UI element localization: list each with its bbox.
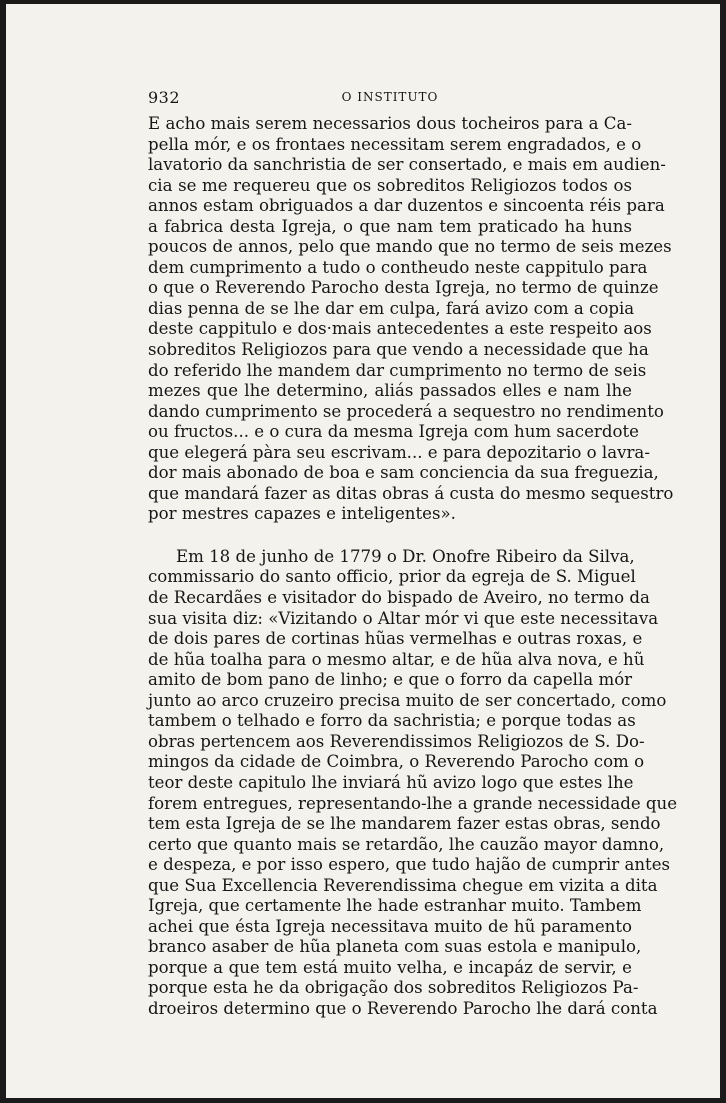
text-line: teor deste capitulo lhe inviará hũ avizo logo que estes lhe	[148, 772, 634, 792]
text-line: e despeza, e por isso espero, que tudo hajão de cumprir antes	[148, 855, 671, 875]
text-line: obras pertencem aos Reverendissimos Religiozos de S. Do-	[148, 731, 645, 751]
text-line: forem entregues, representando-lhe a grande necessidade que	[148, 793, 678, 813]
paragraph-1	[148, 114, 674, 525]
text-line: ou fructos... e o cura da mesma Igreja com hum sacerdote	[148, 422, 639, 442]
text-line: commissario do santo officio, prior da egreja de S. Miguel	[148, 567, 636, 587]
text-line: que Sua Excellencia Reverendissima chegue em vizita a dita	[148, 875, 658, 895]
text-line: sobreditos Religiozos para que vendo a necessidade que ha	[148, 340, 649, 360]
text-line: dem cumprimento a tudo o contheudo neste cappitulo para	[148, 257, 648, 277]
running-head	[148, 88, 632, 114]
text-line: do referido lhe mandem dar cumprimento no termo de seis	[148, 360, 647, 380]
scanned-page	[6, 4, 720, 1098]
text-line: sua visita diz: «Vizitando o Altar mór vi que este necessitava	[148, 608, 659, 628]
text-line: certo que quanto mais se retardão, lhe cauzão mayor damno,	[148, 834, 665, 854]
text-line: de dois pares de cortinas hũas vermelhas e outras roxas, e	[148, 629, 643, 649]
text-line: que elegerá pàra seu escrivam... e para depozitario o lavra-	[148, 442, 650, 462]
paragraph-2	[148, 546, 678, 1020]
text-line: dias penna de se lhe dar em culpa, fará avizo com a copia	[148, 298, 635, 318]
text-line: o que o Reverendo Parocho desta Igreja, no termo de quinze	[148, 278, 659, 298]
text-line: Igreja, que certamente lhe hade estranhar muito. Tambem	[148, 896, 642, 916]
text-line: achei que ésta Igreja necessitava muito de hũ paramento	[148, 916, 632, 936]
page-body	[148, 88, 678, 1020]
text-line: junto ao arco cruzeiro precisa muito de ser concertado, como	[148, 690, 667, 710]
text-line: porque a que tem está muito velha, e incapáz de servir, e	[148, 957, 632, 977]
text-line: pella mór, e os frontaes necessitam serem engradados, e o	[148, 134, 642, 154]
text-line: que mandará fazer as ditas obras á custa do mesmo sequestro	[148, 483, 674, 503]
text-line: Em 18 de junho de 1779 o Dr. Onofre Ribeiro da Silva,	[176, 546, 635, 566]
page-number: 932	[148, 88, 181, 107]
text-line: de hũa toalha para o mesmo altar, e de hũa alva nova, e hũ	[148, 649, 645, 669]
text-line: mingos da cidade de Coimbra, o Reverendo Parocho com o	[148, 752, 645, 772]
text-line: E acho mais serem necessarios dous tocheiros para a Ca-	[148, 114, 632, 133]
text-line: poucos de annos, pelo que mando que no termo de seis mezes	[148, 237, 672, 257]
text-line: deste cappitulo e dos·mais antecedentes a este respeito aos	[148, 319, 652, 339]
text-line: dando cumprimento se procederá a sequestro no rendimento	[148, 401, 664, 421]
text-line: dor mais abonado de boa e sam conciencia da sua freguezia,	[148, 463, 659, 483]
text-line: tambem o telhado e forro da sachristia; e porque todas as	[148, 711, 636, 731]
text-line: branco asaber de hũa planeta com suas estola e manipulo,	[148, 937, 642, 957]
text-line: a fabrica desta Igreja, o que nam tem praticado ha huns	[148, 216, 632, 236]
text-line: droeiros determino que o Reverendo Parocho lhe dará conta	[148, 998, 658, 1018]
text-line: de Recardães e visitador do bispado de Aveiro, no termo da	[148, 588, 650, 608]
running-title: O INSTITUTO	[341, 90, 439, 104]
text-line: tem esta Igreja de se lhe mandarem fazer estas obras, sendo	[148, 814, 661, 834]
text-line: amito de bom pano de linho; e que o forro da capella mór	[148, 670, 633, 690]
text-line: lavatorio da sanchristia de ser consertado, e mais em audien-	[148, 155, 666, 175]
text-line: por mestres capazes e inteligentes».	[148, 504, 456, 524]
text-line: cia se me requereu que os sobreditos Religiozos todos os	[148, 175, 632, 195]
text-line: porque esta he da obrigação dos sobreditos Religiozos Pa-	[148, 978, 639, 998]
text-line: annos estam obriguados a dar duzentos e sincoenta réis para	[148, 196, 665, 216]
text-line: mezes que lhe determino, aliás passados elles e nam lhe	[148, 381, 632, 401]
